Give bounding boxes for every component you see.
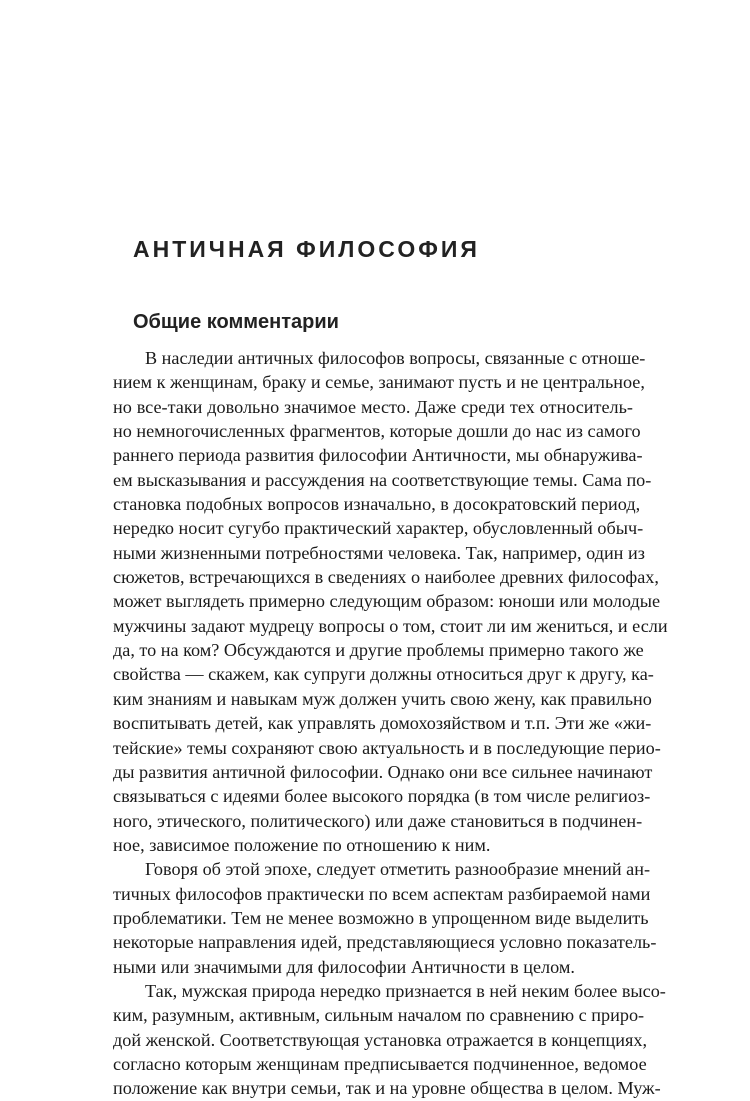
section-title: Общие комментарии: [133, 311, 339, 333]
paragraph-first-line: Так, мужская природа нередко признается в ней неким более высо-: [145, 980, 666, 1001]
text-line: тичных философов практически по всем аспектам разбираемой нами: [113, 883, 651, 904]
text-line: становка подобных вопросов изначально, в досократовский период,: [113, 494, 641, 515]
text-line: воспитывать детей, как управлять домохозяйством и т.п. Эти же «жи-: [113, 713, 652, 734]
body-text: [113, 346, 668, 1101]
text-line: раннего периода развития философии Античности, мы обнаружива-: [113, 445, 643, 466]
text-line: тейские» темы сохраняют свою актуальность и в последующие перио-: [113, 737, 661, 758]
text-line: нередко носит сугубо практический характер, обусловленный обыч-: [113, 518, 644, 539]
paragraph-first-line: Говоря об этой эпохе, следует отметить разнообразие мнений ан-: [145, 859, 651, 880]
text-line: ное, зависимое положение по отношению к ним.: [113, 834, 491, 855]
text-line: но все-таки довольно значимое место. Даже среди тех относитель-: [113, 396, 633, 417]
text-line: ким знаниям и навыкам муж должен учить свою жену, как правильно: [113, 688, 652, 709]
text-line: связываться с идеями более высокого порядка (в том числе религиоз-: [113, 786, 651, 807]
text-line: ким, разумным, активным, сильным началом по сравнению с приро-: [113, 1005, 645, 1026]
text-line: нием к женщинам, браку и семье, занимают пусть и не центральное,: [113, 372, 645, 393]
text-line: дой женской. Соответствующая установка отражается в концепциях,: [113, 1029, 648, 1050]
text-line: ем высказывания и рассуждения на соответствующие темы. Сама по-: [113, 469, 652, 490]
paragraph-first-line: В наследии античных философов вопросы, связанные с отноше-: [145, 348, 646, 368]
text-line: может выглядеть примерно следующим образом: юноши или молодые: [113, 591, 661, 612]
text-line: но немногочисленных фрагментов, которые дошли до нас из самого: [113, 421, 641, 442]
text-line: ными или значимыми для философии Античности в целом.: [113, 956, 575, 977]
text-line: да, то на ком? Обсуждаются и другие проблемы примерно такого же: [113, 640, 644, 661]
text-line: ными жизненными потребностями человека. Так, например, один из: [113, 542, 645, 563]
text-line: некоторые направления идей, представляющиеся условно показатель-: [113, 932, 657, 953]
text-line: ды развития античной философии. Однако они все сильнее начинают: [113, 761, 653, 782]
text-line: мужчины задают мудрецу вопросы о том, стоит ли им жениться, и если: [113, 615, 668, 636]
text-line: свойства — скажем, как супруги должны относиться друг к другу, ка-: [113, 664, 654, 685]
text-line: проблематики. Тем не менее возможно в упрощенном виде выделить: [113, 907, 649, 928]
chapter-title: АНТИЧНАЯ ФИЛОСОФИЯ: [133, 236, 480, 262]
text-line: сюжетов, встречающихся в сведениях о наиболее древних философах,: [113, 567, 659, 588]
text-line: положение как внутри семьи, так и на уровне общества в целом. Муж-: [113, 1078, 661, 1099]
text-line: согласно которым женщинам предписывается подчиненное, ведомое: [113, 1053, 647, 1074]
text-line: ного, этического, политического) или даже становиться в подчинен-: [113, 810, 643, 831]
